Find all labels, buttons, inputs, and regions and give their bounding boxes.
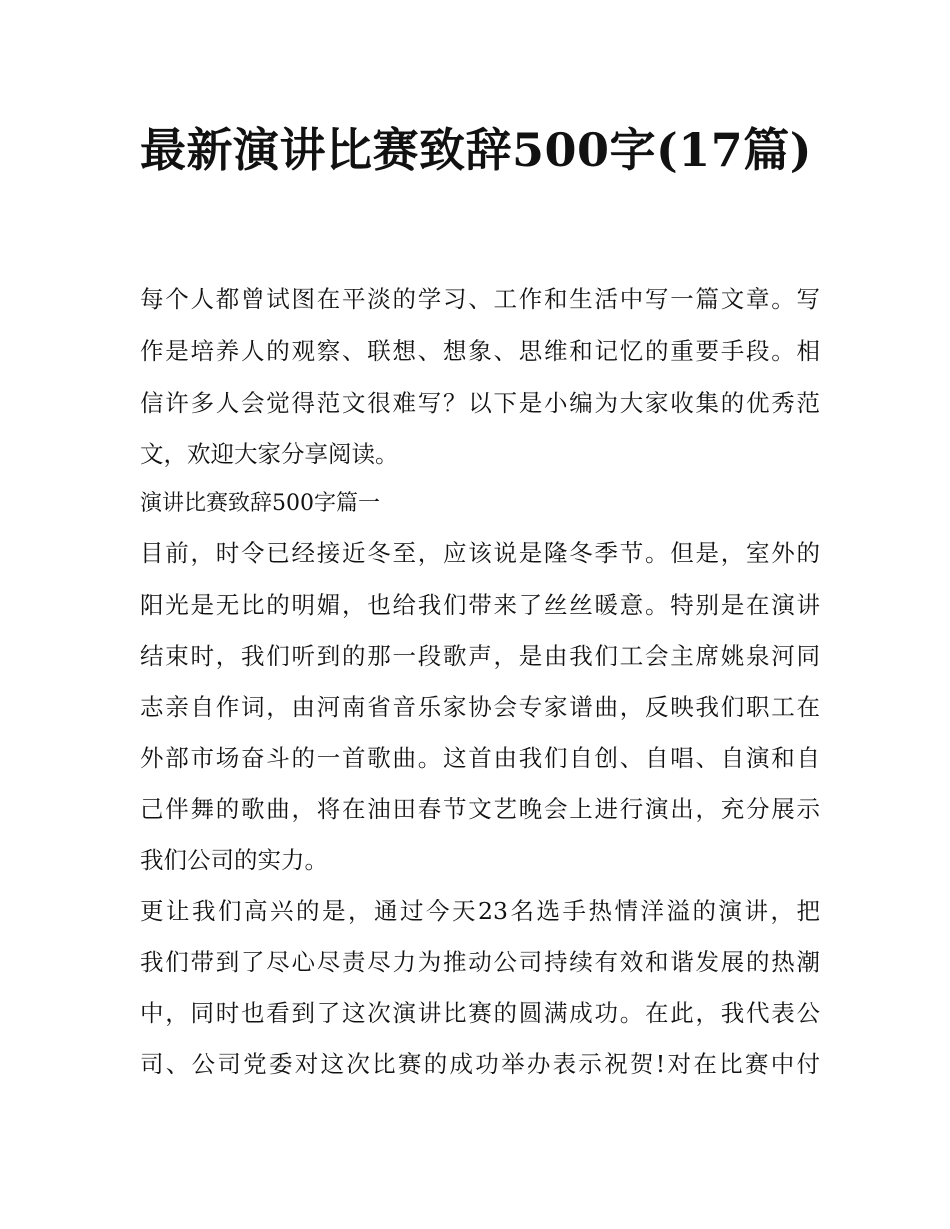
intro-line: 每个人都曾试图在平淡的学习、工作和生活中写一篇文章。写 (140, 285, 820, 313)
paragraph-line: 中，同时也看到了这次演讲比赛的圆满成功。在此，我代表公 (140, 999, 820, 1027)
paragraph-line: 司、公司党委对这次比赛的成功举办表示祝贺!对在比赛中付 (140, 1050, 820, 1078)
intro-line: 文，欢迎大家分享阅读。 (140, 440, 399, 468)
paragraph-line: 更让我们高兴的是，通过今天23名选手热情洋溢的演讲，把 (140, 897, 820, 925)
paragraph-line: 我们带到了尽心尽责尽力为推动公司持续有效和谐发展的热潮 (140, 948, 820, 976)
intro-line: 信许多人会觉得范文很难写？以下是小编为大家收集的优秀范 (140, 389, 820, 417)
paragraph-line: 我们公司的实力。 (140, 846, 328, 874)
paragraph-line: 志亲自作词，由河南省音乐家协会专家谱曲，反映我们职工在 (140, 693, 820, 721)
paragraph-line: 己伴舞的歌曲，将在油田春节文艺晚会上进行演出，充分展示 (140, 795, 820, 823)
paragraph-line: 目前，时令已经接近冬至，应该说是隆冬季节。但是，室外的 (140, 539, 820, 567)
intro-line: 作是培养人的观察、联想、想象、思维和记忆的重要手段。相 (140, 337, 820, 365)
paragraph-line: 阳光是无比的明媚，也给我们带来了丝丝暖意。特别是在演讲 (140, 591, 820, 619)
paragraph-line: 外部市场奋斗的一首歌曲。这首由我们自创、自唱、自演和自 (140, 744, 820, 772)
paragraph-line: 结束时，我们听到的那一段歌声，是由我们工会主席姚泉河同 (140, 642, 820, 670)
document-title: 最新演讲比赛致辞500字(17篇) (140, 123, 813, 177)
section-heading: 演讲比赛致辞500字篇一 (140, 491, 380, 516)
